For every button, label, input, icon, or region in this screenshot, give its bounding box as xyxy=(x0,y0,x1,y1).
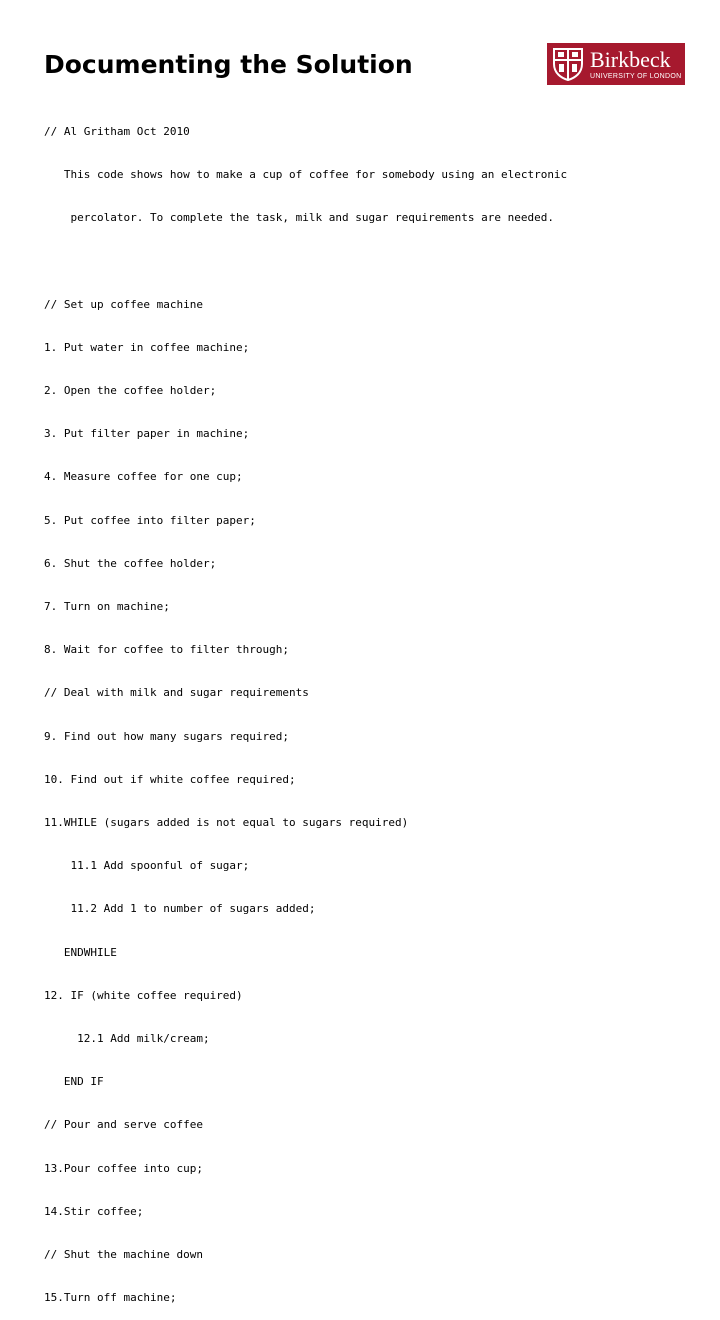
code-line: 2. Open the coffee holder; xyxy=(44,384,217,398)
code-line: 9. Find out how many sugars required; xyxy=(44,729,290,743)
intro-description: This code shows how to make a cup of coffee for somebody using an electronic xyxy=(44,168,568,182)
code-line: 10. Find out if white coffee required; xyxy=(44,772,296,786)
code-comment: // Deal with milk and sugar requirements xyxy=(44,686,309,700)
intro-description: percolator. To complete the task, milk and sugar requirements are needed. xyxy=(44,211,554,225)
code-line: ENDWHILE xyxy=(44,945,117,959)
code-line: 3. Put filter paper in machine; xyxy=(44,427,250,441)
code-line: 6. Shut the coffee holder; xyxy=(44,556,217,570)
code-line: 13.Pour coffee into cup; xyxy=(44,1161,203,1175)
logo-name: Birkbeck xyxy=(590,46,671,72)
code-line: 5. Put coffee into filter paper; xyxy=(44,513,256,527)
birkbeck-logo xyxy=(547,43,685,85)
code-comment: // Set up coffee machine xyxy=(44,297,203,311)
code-line: 11.WHILE (sugars added is not equal to sugars required) xyxy=(44,816,409,830)
code-line: 11.1 Add spoonful of sugar; xyxy=(44,859,250,873)
crest-icon xyxy=(551,46,585,82)
logo-subtitle: UNIVERSITY OF LONDON xyxy=(590,72,682,80)
code-line: 14.Stir coffee; xyxy=(44,1204,144,1218)
code-line: END IF xyxy=(44,1075,104,1089)
code-line: 12.1 Add milk/cream; xyxy=(44,1032,210,1046)
code-line: 11.2 Add 1 to number of sugars added; xyxy=(44,902,316,916)
code-line: 15.Turn off machine; xyxy=(44,1291,177,1305)
code-comment: // Shut the machine down xyxy=(44,1248,203,1262)
code-comment: // Pour and serve coffee xyxy=(44,1118,203,1132)
spacer xyxy=(44,254,567,268)
code-line: 1. Put water in coffee machine; xyxy=(44,340,250,354)
code-line: 4. Measure coffee for one cup; xyxy=(44,470,243,484)
slide-title: Documenting the Solution xyxy=(44,50,413,79)
pseudocode-block xyxy=(44,96,567,1320)
code-line: 8. Wait for coffee to filter through; xyxy=(44,643,290,657)
code-line: 7. Turn on machine; xyxy=(44,600,170,614)
code-line: 12. IF (white coffee required) xyxy=(44,988,243,1002)
intro-comment: // Al Gritham Oct 2010 xyxy=(44,124,190,138)
